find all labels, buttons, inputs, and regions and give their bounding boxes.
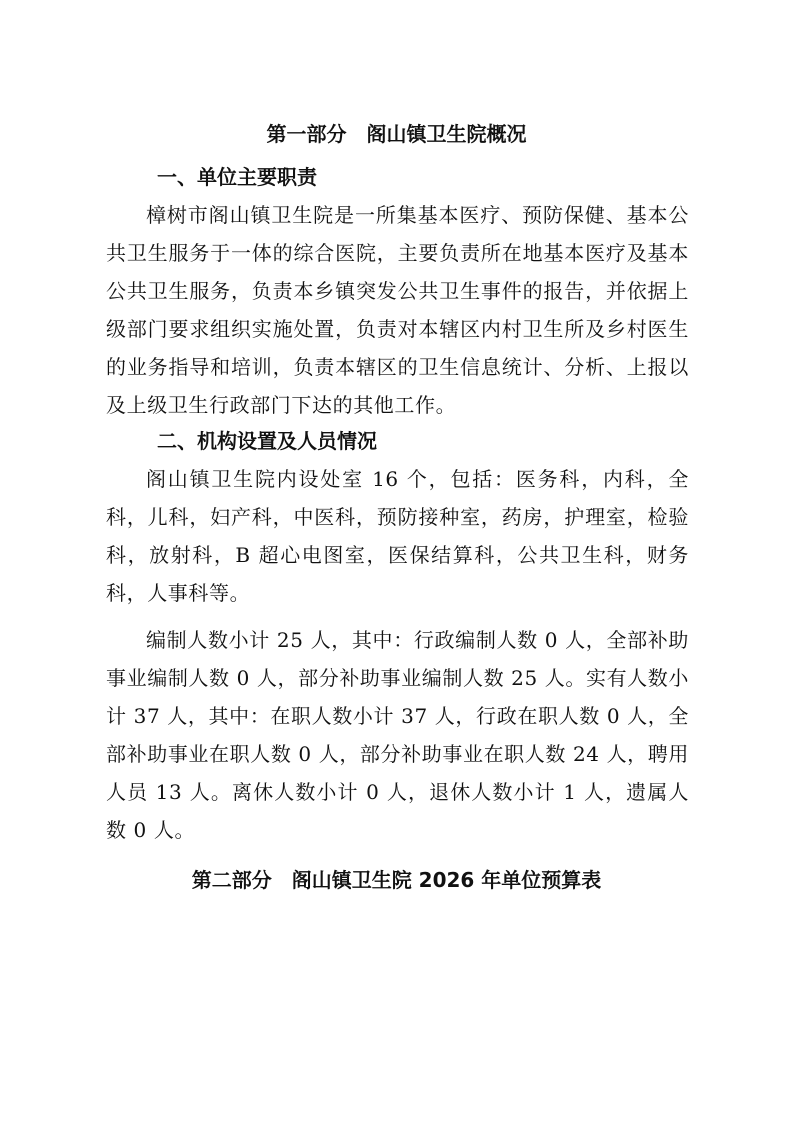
part2-title: 第二部分 阁山镇卫生院 2026 年单位预算表	[191, 868, 602, 892]
part1-title: 第一部分 阁山镇卫生院概况	[266, 122, 527, 146]
section2-paragraph-staffing: 编制人数小计 25 人，其中：行政编制人数 0 人，全部补助事业编制人数 0 人，部分补助事业编制人数 25 人。实有人数小计 37 人，其中：在职人数小计 37 人，行政在职人数 0 人，全部补助事业在职人数 0 人，部分补助事业在职人数 24 人，聘用人员 13 人。离休人数小计 0 人，退休人数小计 1 人，遗属人数 0 人。	[106, 628, 689, 842]
section2-paragraph-departments: 阁山镇卫生院内设处室 16 个，包括：医务科，内科，全科，儿科，妇产科，中医科，预防接种室，药房，护理室，检验科，放射科，B 超心电图室，医保结算科，公共卫生科，财务科，人事科等。	[106, 467, 689, 605]
section1-paragraph: 樟树市阁山镇卫生院是一所集基本医疗、预防保健、基本公共卫生服务于一体的综合医院，主要负责所在地基本医疗及基本公共卫生服务，负责本乡镇突发公共卫生事件的报告，并依据上级部门要求组织实施处置，负责对本辖区内村卫生所及乡村医生的业务指导和培训，负责本辖区的卫生信息统计、分析、上报以及上级卫生行政部门下达的其他工作。	[106, 203, 689, 417]
section1-heading: 一、单位主要职责	[157, 165, 317, 189]
section2-heading: 二、机构设置及人员情况	[157, 429, 377, 453]
